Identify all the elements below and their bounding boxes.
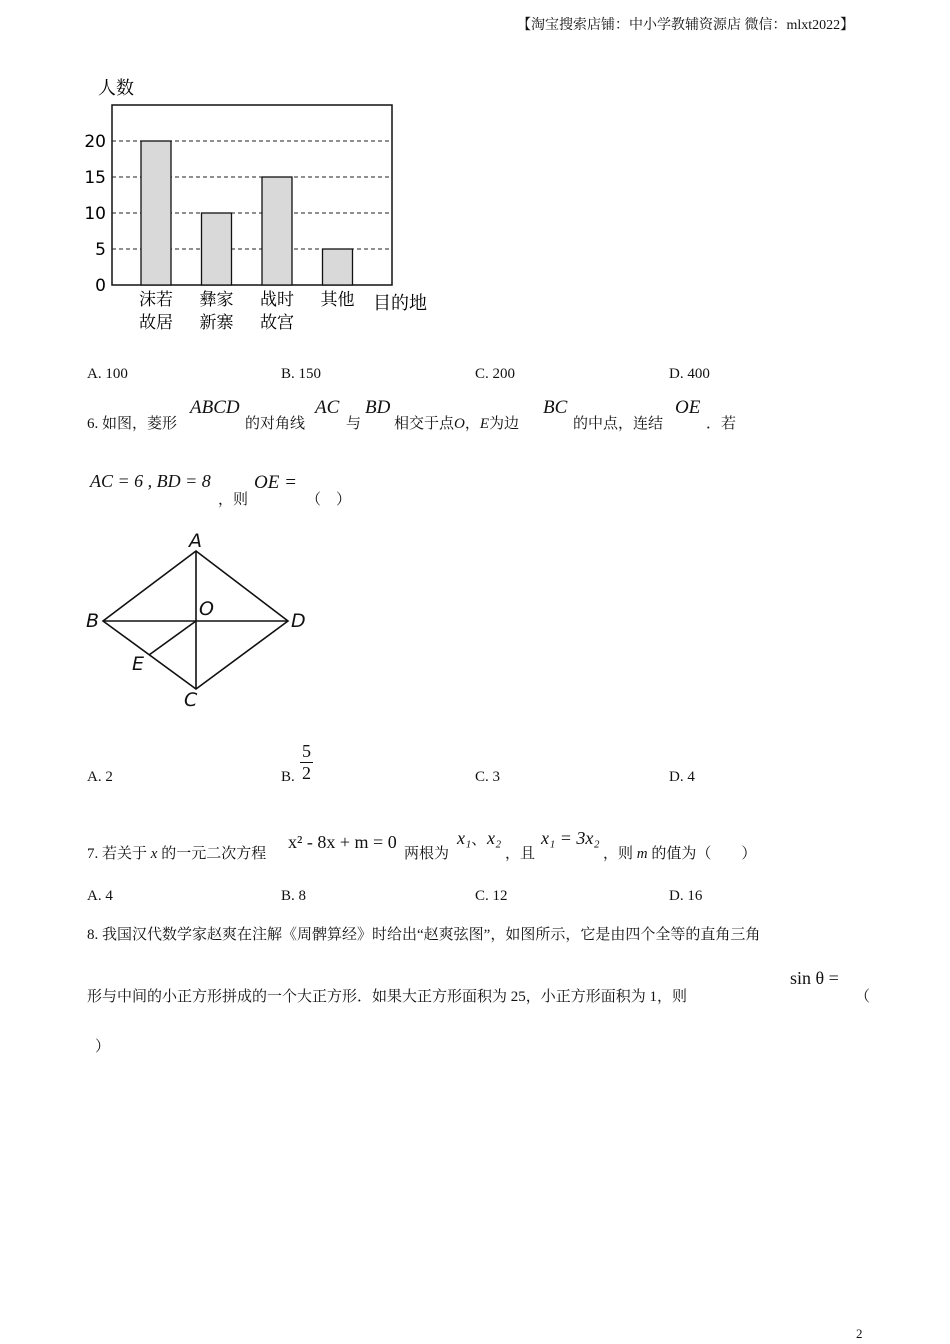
q7-condition: x₁ = 3x₂ — [541, 828, 600, 848]
q6-math-ac: AC — [315, 397, 340, 418]
label-c: C — [184, 689, 198, 711]
x-tick-label: 其他 — [320, 290, 355, 310]
q6-math-bc: BC — [543, 397, 568, 418]
q6-option-b-fraction: $\frac{5}{2}$ — [302, 741, 311, 783]
header-watermark: 【淘宝搜索店铺：中小学教辅资源店 微信：mlxt2022】 — [517, 18, 855, 33]
q6-text: 的对角线 — [245, 416, 306, 432]
x-tick-label: 战时 — [260, 290, 294, 310]
q7-text: 两根为 — [404, 846, 450, 862]
q5-option-d: D. 400 — [669, 366, 710, 382]
q8-close-paren: ） — [95, 1039, 111, 1055]
q7-option-d: D. 16 — [669, 888, 703, 904]
q7-equation: x² - 8x + m = 0 — [288, 832, 397, 852]
q7-text: ，且 — [505, 846, 536, 862]
bar-chart — [80, 70, 450, 340]
q7-option-b: B. 8 — [281, 888, 307, 904]
q7-option-a: A. 4 — [87, 888, 113, 904]
bar — [323, 249, 353, 285]
label-a: A — [189, 530, 202, 552]
bar — [141, 141, 171, 285]
q7-option-c: C. 12 — [475, 888, 508, 904]
q8-open-paren: （ — [855, 989, 871, 1005]
q6-option-a: A. 2 — [87, 769, 113, 785]
q6-given: AC = 6 , BD = 8 — [90, 471, 211, 491]
q6-math-abcd: ABCD — [190, 397, 240, 418]
q8-line1: 8. 我国汉代数学家赵爽在注解《周髀算经》时给出“赵爽弦图”，如图所示，它是由四个全等的直角三角 — [87, 927, 761, 943]
q6-text: 6. 如图，菱形 — [87, 416, 178, 432]
bar — [262, 177, 292, 285]
label-e: E — [132, 653, 145, 675]
q8-line2: 形与中间的小正方形拼成的一个大正方形．如果大正方形面积为 25，小正方形面积为 1，则 — [87, 989, 688, 1005]
bar — [202, 213, 232, 285]
page-number: 2 — [856, 1326, 863, 1341]
x-tick-label: 彝家 — [199, 290, 234, 310]
q5-option-b: B. 150 — [281, 366, 322, 382]
q6-math-oe-eq: OE = — [254, 472, 297, 493]
y-axis-label: 人数 — [98, 78, 134, 99]
q7-x2: x₂ — [487, 828, 502, 848]
x-axis-label: 目的地 — [373, 293, 427, 314]
q5-option-a: A. 100 — [87, 366, 128, 382]
q8-sin-expression: sin θ = — [790, 968, 839, 988]
x-tick-label: 沫若 — [139, 290, 173, 310]
y-tick-label: 20 — [84, 132, 106, 152]
rhombus-figure — [80, 528, 320, 713]
q6-option-b-prefix: B. — [281, 769, 295, 785]
y-tick-label: 5 — [95, 240, 106, 260]
x-tick-label: 故居 — [139, 313, 173, 333]
label-b: B — [86, 610, 100, 632]
q6-option-d: D. 4 — [669, 769, 695, 785]
x-tick-label: 故宫 — [260, 313, 294, 333]
q6-text: 的中点，连结 — [573, 416, 664, 432]
q7-text: ，则 m 的值为（ ） — [603, 846, 757, 862]
q7-x1: x₁、 — [457, 828, 487, 848]
q7-text: 7. 若关于 x 的一元二次方程 — [87, 846, 267, 862]
q6-text: 与 — [346, 416, 362, 432]
q6-answer-paren: （ ） — [306, 492, 352, 508]
q6-stem-line1 — [87, 412, 177, 433]
label-d: D — [291, 610, 306, 632]
q6-math-bd: BD — [365, 397, 391, 418]
q6-text: ．若 — [706, 416, 737, 432]
y-tick-label: 0 — [95, 276, 106, 296]
q6-text: 相交于点O，E为边 — [394, 416, 520, 432]
x-tick-label: 新寨 — [199, 313, 234, 333]
y-tick-label: 15 — [84, 168, 106, 188]
segment-oe — [149, 621, 196, 655]
q6-math-oe: OE — [675, 397, 701, 418]
label-o: O — [199, 598, 214, 620]
y-tick-label: 10 — [84, 204, 106, 224]
q6-option-c: C. 3 — [475, 769, 501, 785]
q6-text: ，则 — [218, 492, 249, 508]
q5-option-c: C. 200 — [475, 366, 516, 382]
